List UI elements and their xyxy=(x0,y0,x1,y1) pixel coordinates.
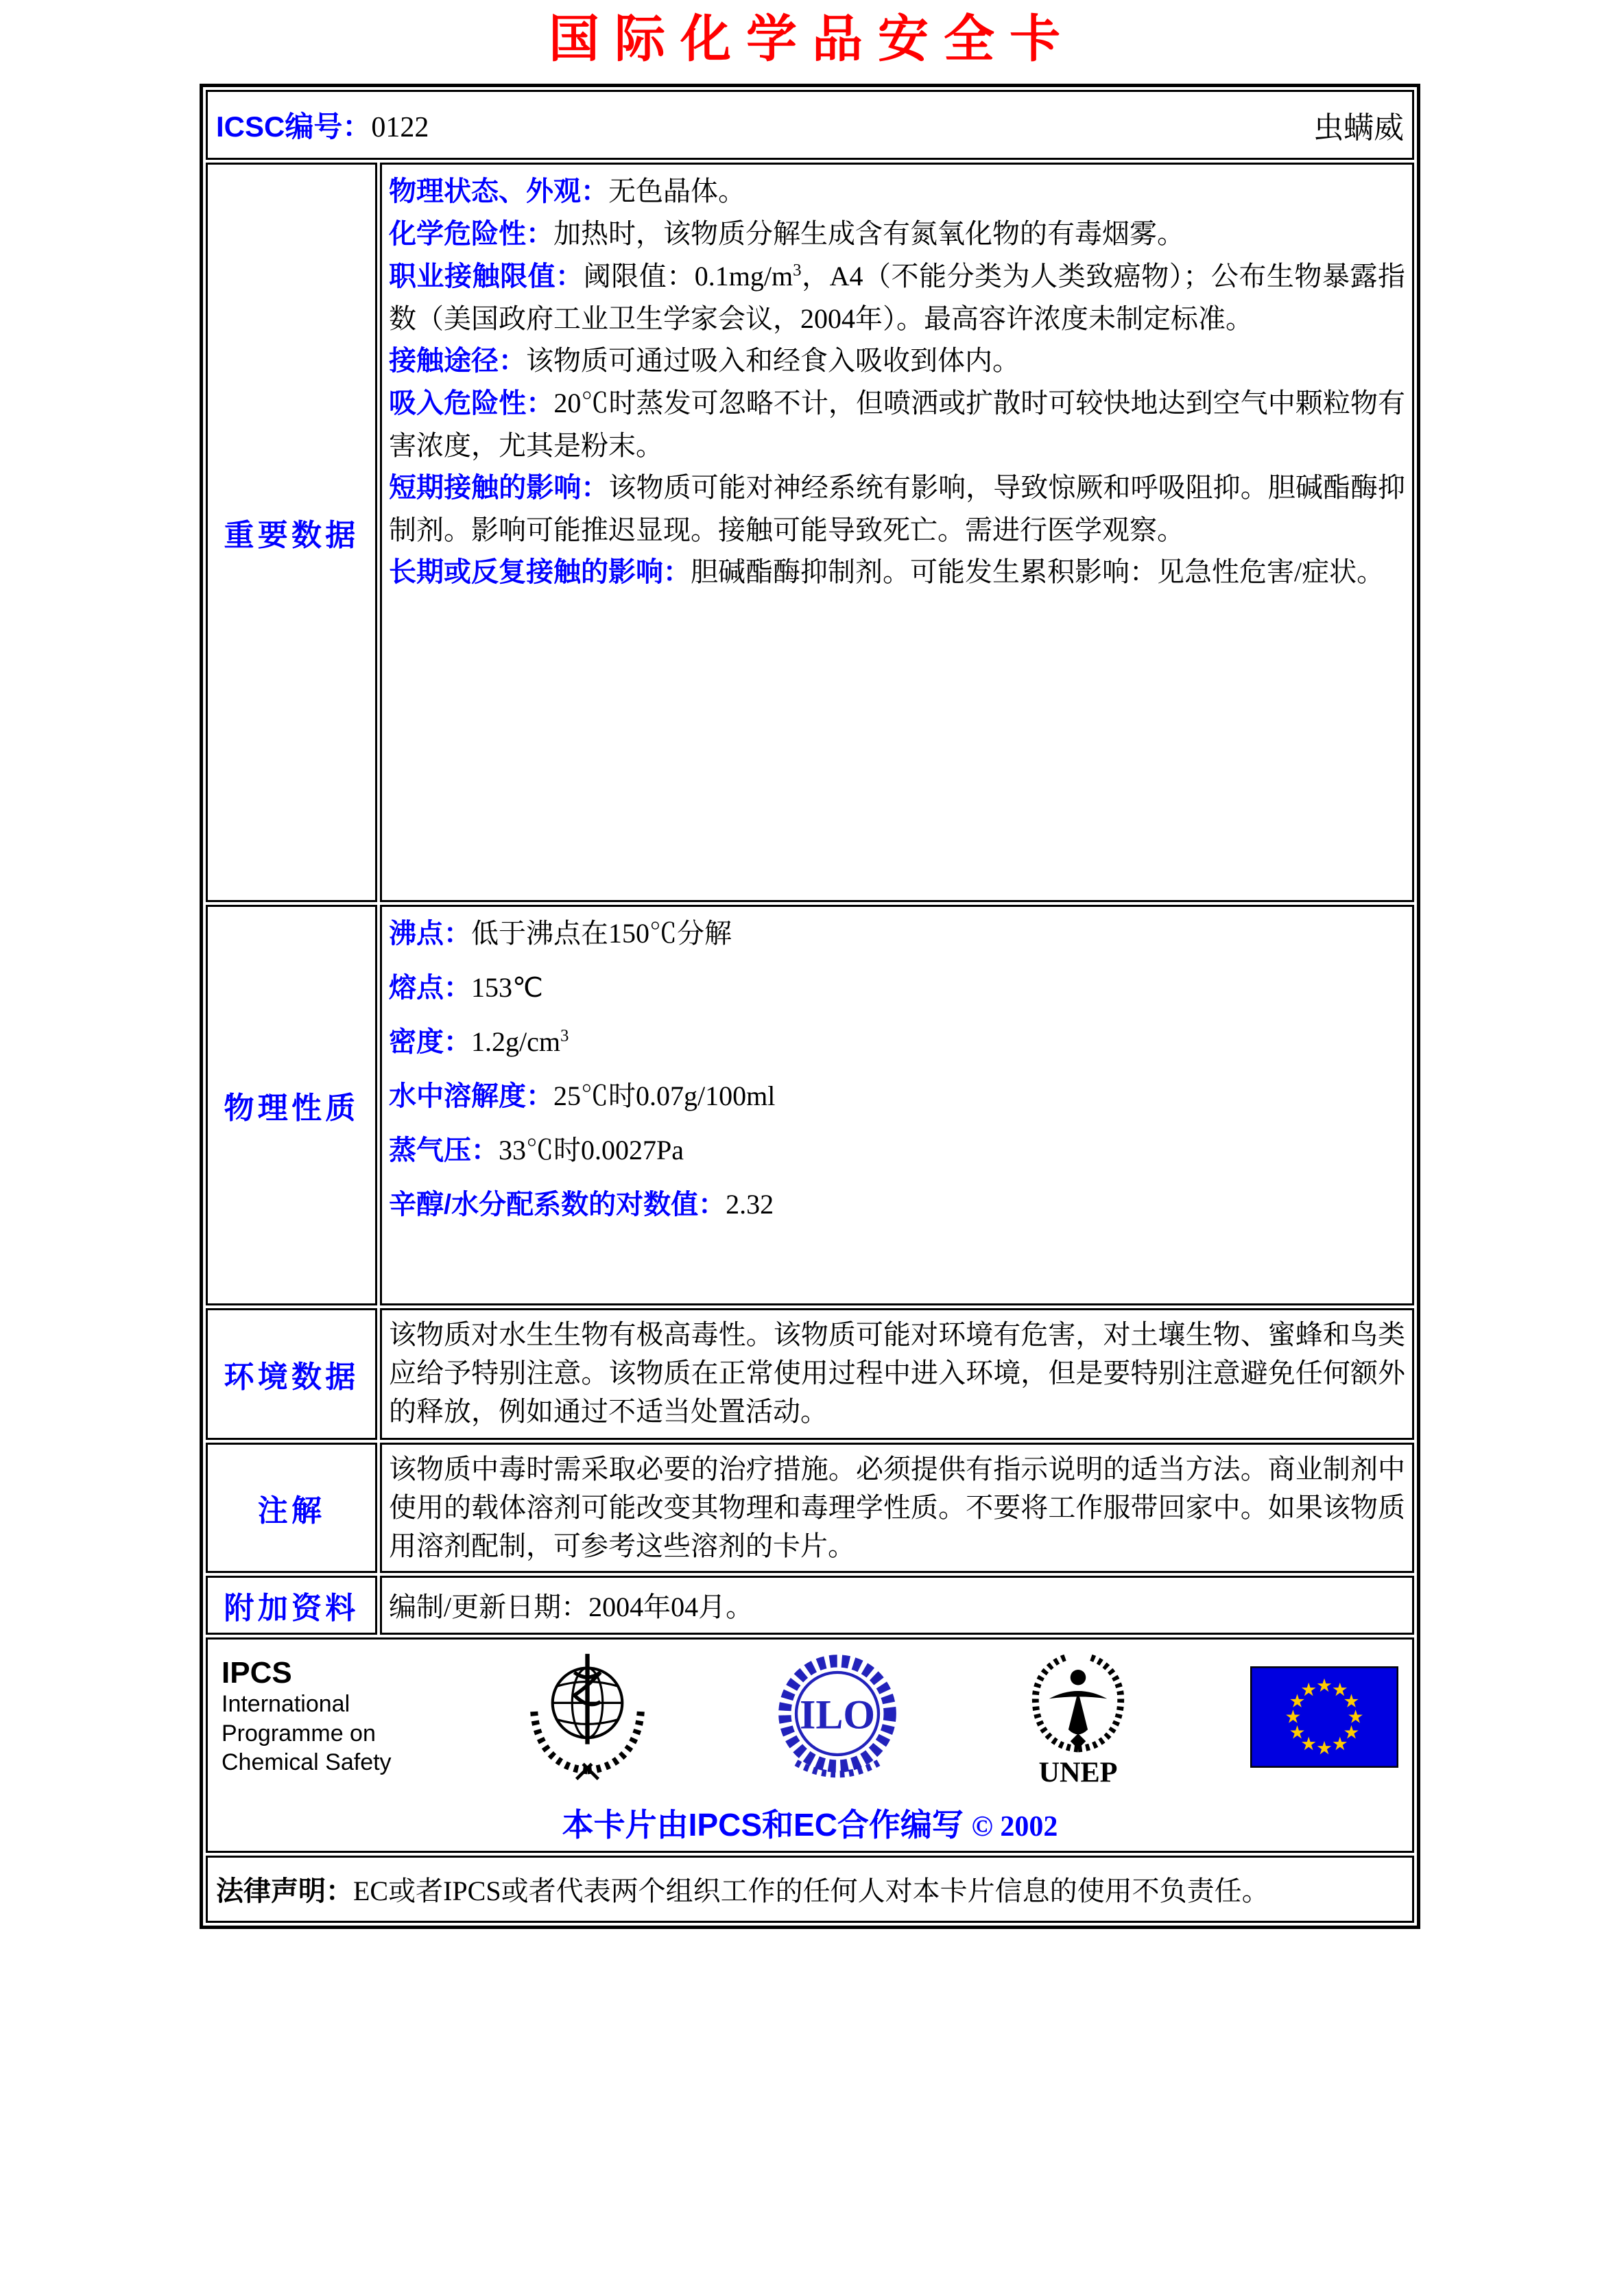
field-line xyxy=(389,1021,1405,1063)
field-label: 短期接触的影响： xyxy=(389,472,609,503)
field-value: 2.32 xyxy=(726,1188,774,1220)
field-line xyxy=(389,967,1405,1009)
header-cell xyxy=(206,90,1414,160)
unep-logo-icon xyxy=(1020,1648,1136,1786)
environmental-data-text: 该物质对水生生物有极高毒性。该物质可能对环境有危害，对土壤生物、蜜蜂和鸟类应给予特别注意。该物质在正常使用过程中进入环境，但是要特别注意避免任何额外的释放，例如通过不适当处置活动。 xyxy=(389,1318,1405,1427)
caption-copyright: © 2002 xyxy=(971,1810,1058,1843)
field-label: 物理状态、外观： xyxy=(389,176,608,206)
field-line xyxy=(389,1129,1405,1172)
table-row-legal xyxy=(206,1856,1414,1923)
field-line xyxy=(389,255,1405,340)
card-caption xyxy=(222,1800,1398,1845)
table-row-additional-info xyxy=(206,1576,1414,1635)
field-value: 25℃时0.07g/100ml xyxy=(553,1080,776,1111)
field-line xyxy=(389,551,1405,593)
ipcs-text-block xyxy=(222,1657,407,1777)
field-label: 长期或反复接触的影响： xyxy=(389,556,691,587)
unep-label: UNEP xyxy=(1038,1756,1118,1786)
logos-cell xyxy=(206,1637,1414,1853)
table-row-header xyxy=(206,90,1414,160)
legal-cell xyxy=(206,1856,1414,1923)
field-line xyxy=(389,340,1405,382)
section-label-important-data: 重要数据 xyxy=(206,163,377,902)
field-label: 职业接触限值： xyxy=(389,261,584,292)
notes-text: 该物质中毒时需采取必要的治疗措施。必须提供有指示说明的适当方法。商业制剂中使用的载体溶剂可能改变其物理和毒理学性质。不要将工作服带回家中。如果该物质用溶剂配制，可参考这些溶剂的卡片。 xyxy=(389,1453,1405,1561)
icsc-number-value: 0122 xyxy=(371,111,429,143)
table-row-important-data xyxy=(206,163,1414,902)
field-value: 20℃时蒸发可忽略不计，但喷洒或扩散时可较快地达到空气中颗粒物有害浓度，尤其是粉末。 xyxy=(389,387,1406,461)
field-label: 沸点： xyxy=(389,918,471,949)
field-value: 低于沸点在150℃分解 xyxy=(471,917,732,949)
field-value: 阈限值：0.1mg/m xyxy=(583,260,793,292)
field-label: 辛醇/水分配系数的对数值： xyxy=(389,1189,726,1220)
section-label-notes: 注解 xyxy=(206,1443,377,1573)
field-value: 1.2g/cm xyxy=(471,1026,560,1057)
field-value: 加热时，该物质分解生成含有氮氧化物的有毒烟雾。 xyxy=(553,217,1184,249)
svg-text:ILO: ILO xyxy=(799,1692,875,1738)
logo-band xyxy=(222,1652,1398,1786)
field-value: 33℃时0.0027Pa xyxy=(499,1134,684,1165)
ipcs-heading: IPCS xyxy=(222,1655,292,1690)
who-logo-icon xyxy=(521,1648,654,1786)
field-line xyxy=(389,1075,1405,1117)
icsc-number-label: ICSC编号： xyxy=(216,110,372,143)
bottom-whitespace xyxy=(200,1929,1424,2272)
field-label: 水中溶解度： xyxy=(389,1080,553,1111)
icsc-number-group xyxy=(216,104,429,145)
field-value: 胆碱酯酶抑制剂。可能发生累积影响：见急性危害/症状。 xyxy=(691,556,1385,587)
field-label: 熔点： xyxy=(389,972,471,1003)
legal-label: 法律声明： xyxy=(216,1876,353,1907)
table-row-physical-properties xyxy=(206,905,1414,1305)
important-data-items xyxy=(389,170,1405,593)
physical-properties-content xyxy=(380,905,1414,1305)
field-value: 153℃ xyxy=(471,971,543,1003)
section-label-environmental-data: 环境数据 xyxy=(206,1308,377,1440)
field-line xyxy=(389,382,1405,466)
field-label: 密度： xyxy=(389,1026,471,1057)
field-value: 无色晶体。 xyxy=(608,175,745,206)
table-row-environmental-data xyxy=(206,1308,1414,1440)
unep-logo-block xyxy=(1020,1648,1136,1786)
chemical-name: 虫螨威 xyxy=(1313,110,1404,145)
icsc-table xyxy=(200,84,1420,1929)
superscript-value: 3 xyxy=(793,261,802,280)
field-value: 该物质可通过吸入和经食入吸收到体内。 xyxy=(526,344,1020,376)
field-value: 该物质可能对神经系统有影响，导致惊厥和呼吸阻抑。胆碱酯酶抑制剂。影响可能推迟显现。接触可能导致死亡。需进行医学观察。 xyxy=(389,471,1406,545)
section-label-additional-info: 附加资料 xyxy=(206,1576,377,1635)
ilo-logo-icon xyxy=(769,1648,906,1786)
field-label: 吸入危险性： xyxy=(389,388,554,418)
field-line xyxy=(389,1183,1405,1226)
field-line xyxy=(389,170,1405,213)
important-data-content xyxy=(380,163,1414,902)
ipcs-line-1: International xyxy=(222,1691,350,1718)
icsc-card-page xyxy=(200,0,1424,2272)
table-row-logos xyxy=(206,1637,1414,1853)
caption-text: 本卡片由IPCS和EC合作编写 xyxy=(562,1806,964,1843)
ipcs-line-2: Programme on xyxy=(222,1720,376,1747)
ipcs-line-3: Chemical Safety xyxy=(222,1749,392,1776)
field-value: ，A4（不能分类为人类致癌物）；公布生物暴露指数（美国政府工业卫生学家会议，2004年）。最高容许浓度未制定标准。 xyxy=(389,260,1406,334)
field-line xyxy=(389,213,1405,255)
physical-properties-items xyxy=(389,912,1405,1226)
field-label: 蒸气压： xyxy=(389,1135,499,1165)
table-row-notes xyxy=(206,1443,1414,1573)
page-title: 国际化学品安全卡 xyxy=(549,12,1075,68)
field-line xyxy=(389,466,1405,551)
section-label-physical-properties: 物理性质 xyxy=(206,905,377,1305)
field-label: 化学危险性： xyxy=(389,218,553,249)
eu-flag-icon xyxy=(1250,1666,1398,1768)
environmental-data-content xyxy=(380,1308,1414,1440)
field-label: 接触途径： xyxy=(389,345,526,376)
additional-info-text: 编制/更新日期：2004年04月。 xyxy=(380,1576,1414,1635)
superscript-value: 3 xyxy=(560,1026,569,1045)
legal-text: EC或者IPCS或者代表两个组织工作的任何人对本卡片信息的使用不负责任。 xyxy=(353,1875,1269,1907)
notes-content xyxy=(380,1443,1414,1573)
field-line xyxy=(389,912,1405,955)
